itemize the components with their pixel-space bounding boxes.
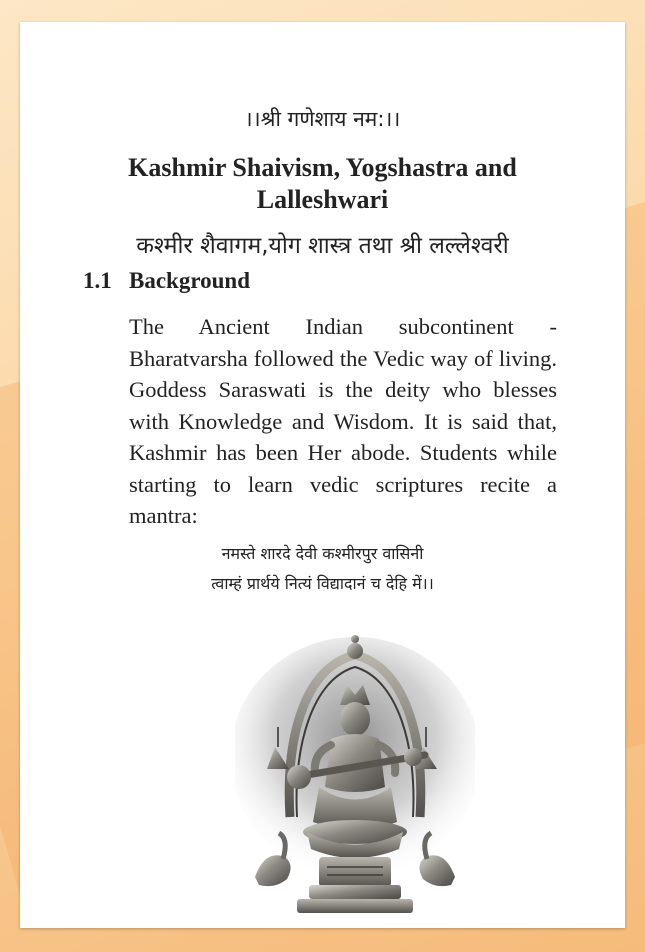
background-paragraph: The Ancient Indian subcontinent - Bharatvarsha followed the Vedic way of living. Goddess Saraswati is the deity who blesses with Knowledge and Wisdom. It is said that, Kashmir has been Her abode. Students while starting to learn vedic scriptures recite a mantra:	[129, 314, 557, 528]
mantra-line-2: त्वाम्हं प्रार्थये नित्यं विद्यादानं च देहि में।।	[211, 574, 434, 593]
mantra-line-1: नमस्ते शारदे देवी कश्मीरपुर वासिनी	[221, 544, 424, 563]
section-heading	[83, 268, 250, 294]
chapter-title-hindi: कश्मीर शैवागम,योग शास्त्र तथा श्री लल्लेश्वरी	[136, 233, 509, 259]
book-page	[20, 22, 625, 928]
section-number: 1.1	[83, 268, 112, 293]
chapter-title-english: Kashmir Shaivism, Yogshastra and Lalleshwari	[128, 153, 517, 214]
saraswati-statue-image	[235, 627, 475, 927]
invocation-line: ।।श्री गणेशाय नम:।।	[244, 107, 401, 131]
section-title: Background	[129, 268, 251, 293]
mantra-block	[20, 539, 625, 599]
